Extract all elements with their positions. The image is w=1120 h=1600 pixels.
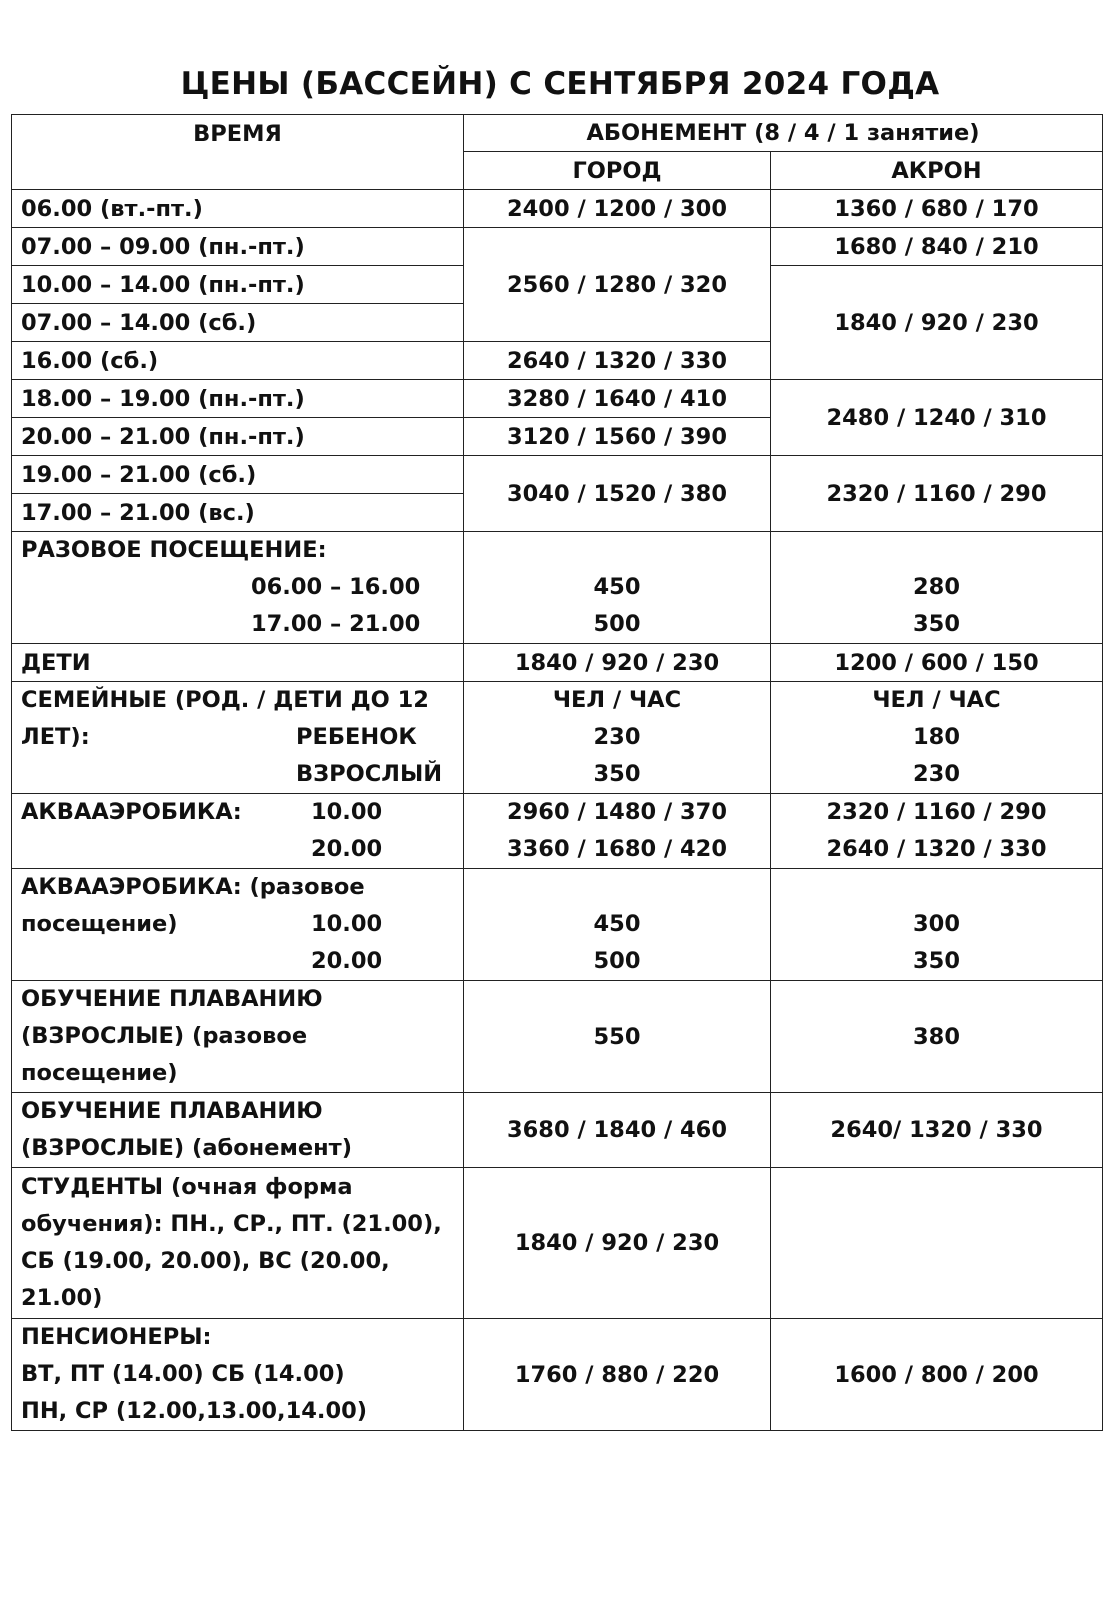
- city-price: 500: [593, 948, 641, 974]
- swim-single-label: ОБУЧЕНИЕ ПЛАВАНИЮ: [21, 986, 323, 1012]
- swim-sub-label: (ВЗРОСЛЫЕ) (абонемент): [21, 1135, 352, 1161]
- students-label: СТУДЕНТЫ (очная форма: [21, 1174, 353, 1200]
- city-price: 450: [593, 574, 641, 600]
- city-price: 2960 / 1480 / 370: [507, 799, 727, 825]
- students-label: обучения): ПН., СР., ПТ. (21.00),: [21, 1211, 442, 1237]
- aqua-single-cell: [12, 869, 464, 981]
- students-label: СБ (19.00, 20.00), ВС (20.00,: [21, 1248, 390, 1274]
- aqua-single-label: посещение): [21, 911, 178, 937]
- city-price: 550: [464, 981, 771, 1093]
- time-label: 18.00 – 19.00 (пн.-пт.): [12, 380, 464, 418]
- single-visit-time: 06.00 – 16.00: [251, 574, 421, 600]
- page-title: ЦЕНЫ (БАССЕЙН) С СЕНТЯБРЯ 2024 ГОДА: [180, 66, 940, 102]
- pensioners-label: ВТ, ПТ (14.00) СБ (14.00): [21, 1361, 345, 1387]
- family-label: СЕМЕЙНЫЕ (РОД. / ДЕТИ ДО 12: [21, 687, 429, 713]
- city-price: 3360 / 1680 / 420: [507, 836, 727, 862]
- akron-price: 350: [913, 611, 960, 637]
- header-subscription: АБОНЕМЕНТ (8 / 4 / 1 занятие): [464, 115, 1103, 152]
- price-table: [11, 114, 1103, 1431]
- aqua-akron: [771, 794, 1103, 869]
- aqua-single-akron: [771, 869, 1103, 981]
- time-label: 10.00 – 14.00 (пн.-пт.): [12, 266, 464, 304]
- city-price: 3120 / 1560 / 390: [464, 418, 771, 456]
- family-child-label: РЕБЕНОК: [296, 724, 417, 750]
- city-price: 350: [593, 761, 641, 787]
- time-label: 07.00 – 14.00 (сб.): [12, 304, 464, 342]
- children-label: ДЕТИ: [12, 644, 464, 682]
- akron-price: 300: [913, 911, 960, 937]
- akron-price: 380: [771, 981, 1103, 1093]
- students-cell: [12, 1168, 464, 1319]
- time-label: 19.00 – 21.00 (сб.): [12, 456, 464, 494]
- akron-price: 230: [913, 761, 960, 787]
- city-price: 1760 / 880 / 220: [464, 1319, 771, 1431]
- akron-price: 2640/ 1320 / 330: [771, 1093, 1103, 1168]
- aqua-single-time: 10.00: [311, 911, 383, 937]
- akron-price: 2320 / 1160 / 290: [826, 799, 1047, 825]
- akron-price: 180: [913, 724, 960, 750]
- city-price: 230: [593, 724, 641, 750]
- aqua-single-city: [464, 869, 771, 981]
- akron-price: 2640 / 1320 / 330: [826, 836, 1047, 862]
- akron-price: 2480 / 1240 / 310: [771, 380, 1103, 456]
- akron-price: 350: [913, 948, 960, 974]
- city-price: 500: [593, 611, 641, 637]
- family-cell: [12, 682, 464, 794]
- aqua-cell: [12, 794, 464, 869]
- akron-price: [771, 1168, 1103, 1319]
- city-price: 2560 / 1280 / 320: [464, 228, 771, 342]
- city-price: 3280 / 1640 / 410: [464, 380, 771, 418]
- time-label: 20.00 – 21.00 (пн.-пт.): [12, 418, 464, 456]
- students-label: 21.00): [21, 1285, 103, 1311]
- time-label: 16.00 (сб.): [12, 342, 464, 380]
- header-akron: АКРОН: [771, 152, 1103, 190]
- unit-label: ЧЕЛ / ЧАС: [552, 687, 682, 713]
- akron-price: 1360 / 680 / 170: [771, 190, 1103, 228]
- city-price: 1840 / 920 / 230: [464, 1168, 771, 1319]
- family-label: ЛЕТ):: [21, 724, 90, 750]
- swim-sub-cell: [12, 1093, 464, 1168]
- akron-price: 1600 / 800 / 200: [771, 1319, 1103, 1431]
- time-label: 06.00 (вт.-пт.): [12, 190, 464, 228]
- pensioners-label: ПН, СР (12.00,13.00,14.00): [21, 1398, 368, 1424]
- swim-single-label: посещение): [21, 1060, 178, 1086]
- unit-label: ЧЕЛ / ЧАС: [872, 687, 1001, 713]
- city-price: 2640 / 1320 / 330: [464, 342, 771, 380]
- aqua-city: [464, 794, 771, 869]
- city-price: 3040 / 1520 / 380: [464, 456, 771, 532]
- swim-sub-label: ОБУЧЕНИЕ ПЛАВАНИЮ: [21, 1098, 323, 1124]
- family-city: [464, 682, 771, 794]
- single-visit-cell: [12, 532, 464, 644]
- akron-price: 280: [913, 574, 960, 600]
- single-visit-akron: [771, 532, 1103, 644]
- city-price: 3680 / 1840 / 460: [464, 1093, 771, 1168]
- city-price: 1840 / 920 / 230: [464, 644, 771, 682]
- header-city: ГОРОД: [464, 152, 771, 190]
- aqua-time: 10.00: [311, 799, 383, 825]
- city-price: 2400 / 1200 / 300: [464, 190, 771, 228]
- pensioners-cell: [12, 1319, 464, 1431]
- aqua-single-time: 20.00: [311, 948, 383, 974]
- time-label: 07.00 – 09.00 (пн.-пт.): [12, 228, 464, 266]
- aqua-label: АКВААЭРОБИКА:: [21, 799, 242, 825]
- city-price: 450: [593, 911, 641, 937]
- family-akron: [771, 682, 1103, 794]
- akron-price: 2320 / 1160 / 290: [771, 456, 1103, 532]
- time-label: 17.00 – 21.00 (вс.): [12, 494, 464, 532]
- akron-price: 1680 / 840 / 210: [771, 228, 1103, 266]
- swim-single-cell: [12, 981, 464, 1093]
- aqua-single-label: АКВААЭРОБИКА: (разовое: [21, 874, 365, 900]
- single-visit-label: РАЗОВОЕ ПОСЕЩЕНИЕ:: [21, 537, 327, 563]
- aqua-time: 20.00: [311, 836, 383, 862]
- pensioners-label: ПЕНСИОНЕРЫ:: [21, 1324, 212, 1350]
- swim-single-label: (ВЗРОСЛЫЕ) (разовое: [21, 1023, 308, 1049]
- single-visit-time: 17.00 – 21.00: [251, 611, 421, 637]
- akron-price: 1840 / 920 / 230: [771, 266, 1103, 380]
- header-time: ВРЕМЯ: [12, 115, 464, 190]
- single-visit-city: [464, 532, 771, 644]
- family-adult-label: ВЗРОСЛЫЙ: [296, 761, 443, 787]
- akron-price: 1200 / 600 / 150: [771, 644, 1103, 682]
